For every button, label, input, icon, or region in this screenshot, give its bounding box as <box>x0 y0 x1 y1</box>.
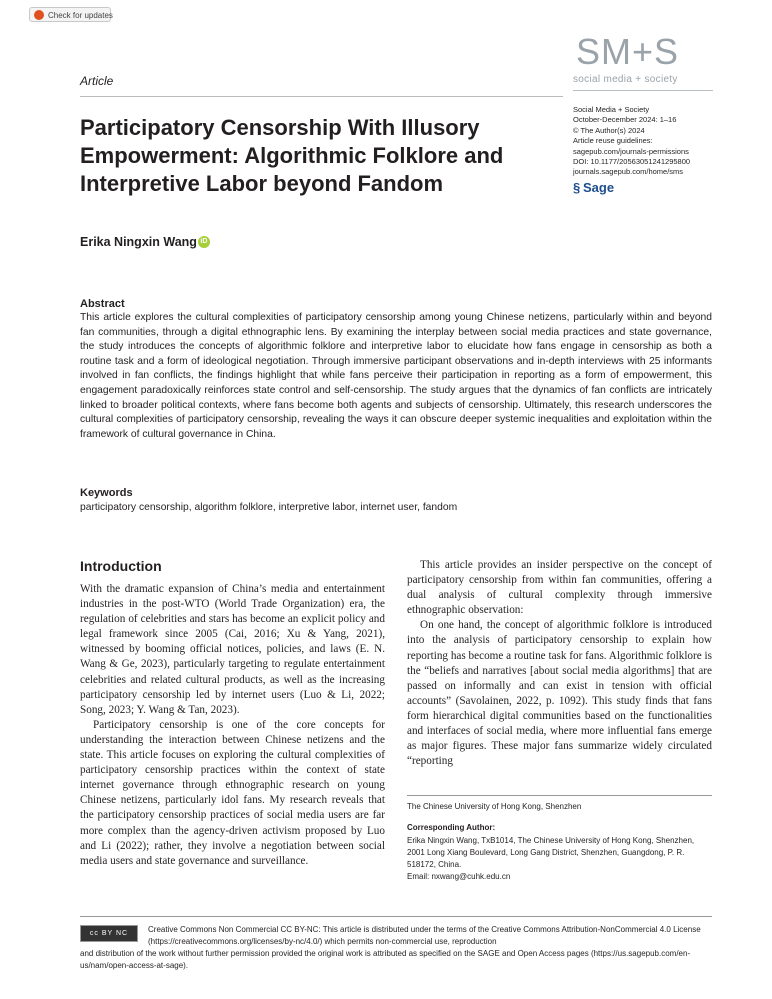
publisher-name: Sage <box>583 180 615 195</box>
journal-info <box>573 105 743 178</box>
license-text-continued: and distribution of the work without further permission provided the original work is attributed as specified on the SAGE and Open Access pages (https://us.sagepub.com/en-us/nam/open-access-at-sage). <box>80 949 691 970</box>
publisher-logo <box>573 180 614 195</box>
abstract-heading: Abstract <box>80 298 125 310</box>
paragraph: On one hand, the concept of algorithmic folklore is introduced into the analysis of participatory censorship to explain how reporting has become a routine task for fans. Algorithmic folklore is the “beliefs and narratives [about social media algorithms] that are passed on informally and can exist in tension with official accounts” (Savolainen, 2022, p. 1092). This study finds that fans form hierarchical digital communities based on the functionalities and interfaces of social media, where more influential fans emerge as major figures. These major fans summarize widely circulated “reporting <box>407 619 712 768</box>
corresponding-author <box>407 835 712 883</box>
author-line <box>80 235 210 249</box>
divider <box>80 916 712 917</box>
divider <box>573 90 713 91</box>
article-type: Article <box>80 74 114 88</box>
corresponding-address: Erika Ningxin Wang, TxB1014, The Chinese University of Hong Kong, Shenzhen, 2001 Long Xiang Boulevard, Long Gang District, Shenzhen, Guangdong, P. R. 518172, China. <box>407 836 695 869</box>
copyright: © The Author(s) 2024 <box>573 125 645 135</box>
license-text: Creative Commons Non Commercial CC BY-NC: This article is distributed under the terms of the Creative Commons Attribution-NonCommercial 4.0 License (https://creativecommons.org/licenses/by-nc/4.0/) which permits non-commercial use, reproduction <box>148 925 701 946</box>
permissions-link[interactable]: sagepub.com/journals-permissions <box>573 146 689 156</box>
keywords-text: participatory censorship, algorithm folklore, interpretive labor, internet user, fandom <box>80 502 458 513</box>
check-for-updates-label: Check for updates <box>48 11 113 20</box>
divider <box>407 795 712 796</box>
doi-link[interactable]: DOI: 10.1177/20563051241295800 <box>573 157 691 167</box>
right-column <box>407 558 712 769</box>
journal-home-link[interactable]: journals.sagepub.com/home/sms <box>573 167 684 177</box>
check-for-updates-button[interactable] <box>29 7 111 22</box>
cc-license-icon[interactable]: cc BY NC <box>80 925 138 942</box>
divider <box>80 96 563 97</box>
keywords-heading: Keywords <box>80 487 133 499</box>
orcid-icon[interactable]: iD <box>198 236 210 248</box>
sage-s-icon: § <box>573 180 581 195</box>
corresponding-email[interactable]: Email: nxwang@cuhk.edu.cn <box>407 872 511 881</box>
left-column <box>80 582 385 869</box>
article-title: Participatory Censorship With Illusory Empowerment: Algorithmic Folklore and Interpretive Labor beyond Fandom <box>80 115 504 196</box>
update-icon <box>34 10 44 20</box>
corresponding-author-heading: Corresponding Author: <box>407 823 496 832</box>
journal-name: Social Media + Society <box>573 105 650 114</box>
section-heading: Introduction <box>80 558 162 574</box>
abstract-text: This article explores the cultural complexities of participatory censorship among young Chinese netizens, particularly within and beyond fan communities, through a digital ethnographic lens. By examining the interplay between social media practices and state governance, the study introduces the concepts of algorithmic folklore and interpretive labor to elucidate how fans engage in censorship as both a routine task and a form of ideological negotiation. Through immersive participant observations and in-depth interviews with 25 informants involved in fan conflicts, the findings highlight that while fans perceive their participation in reporting as a form of empowerment, this engagement paradoxically reinforces state control and self-censorship. The study argues that the dynamics of fan conflicts are intricately linked to broader political contexts, where fans become both agents and subjects of censorship. Ultimately, this research underscores the cultural complexities of participatory censorship, revealing the ways it can obscure deeper systemic inequalities and exploitation within the framework of cultural governance in China. <box>80 312 712 440</box>
paragraph: With the dramatic expansion of China’s media and entertainment industries in the post-WTO (World Trade Organization) era, the regulation of celebrities and stars has become an explicit policy and legal framework since 2005 (Cai, 2016; Xu & Yang, 2021), witnessed by booming official notices, policies, and laws (E. N. Wang & Ge, 2023), particularly targeting to regulate entertainment celebrities and related cultural products, as well as the increasing participatory censorship led by internet users (Luo & Li, 2022; Song, 2023; Y. Wang & Tan, 2023). <box>80 583 385 716</box>
journal-logo-subtitle: social media + society <box>573 74 678 85</box>
reuse-label: Article reuse guidelines: <box>573 136 653 146</box>
journal-issue: October-December 2024: 1–16 <box>573 115 677 125</box>
journal-logo: SM+S <box>575 31 679 72</box>
author-name: Erika Ningxin Wang <box>80 235 197 249</box>
paragraph: Participatory censorship is one of the core concepts for understanding the interaction between Chinese netizens and the state. This article focuses on exploring the cultural complexities of participatory censorship practices within the context of state internet governance through ethnographic research on young Chinese netizens, particularly idol fans. My research reveals that the participatory censorship practices of social media users are far more complex than the agency-driven activism proposed by Luo and Li (2022); rather, they involve a negotiation between social media users and state governance and surveillance. <box>80 718 385 867</box>
affiliation: The Chinese University of Hong Kong, Shenzhen <box>407 802 582 811</box>
paragraph: This article provides an insider perspective on the concept of participatory censorship from within fan communities, offering a dual analysis of cultural complexity through immersive ethnographic observation: <box>407 559 712 617</box>
